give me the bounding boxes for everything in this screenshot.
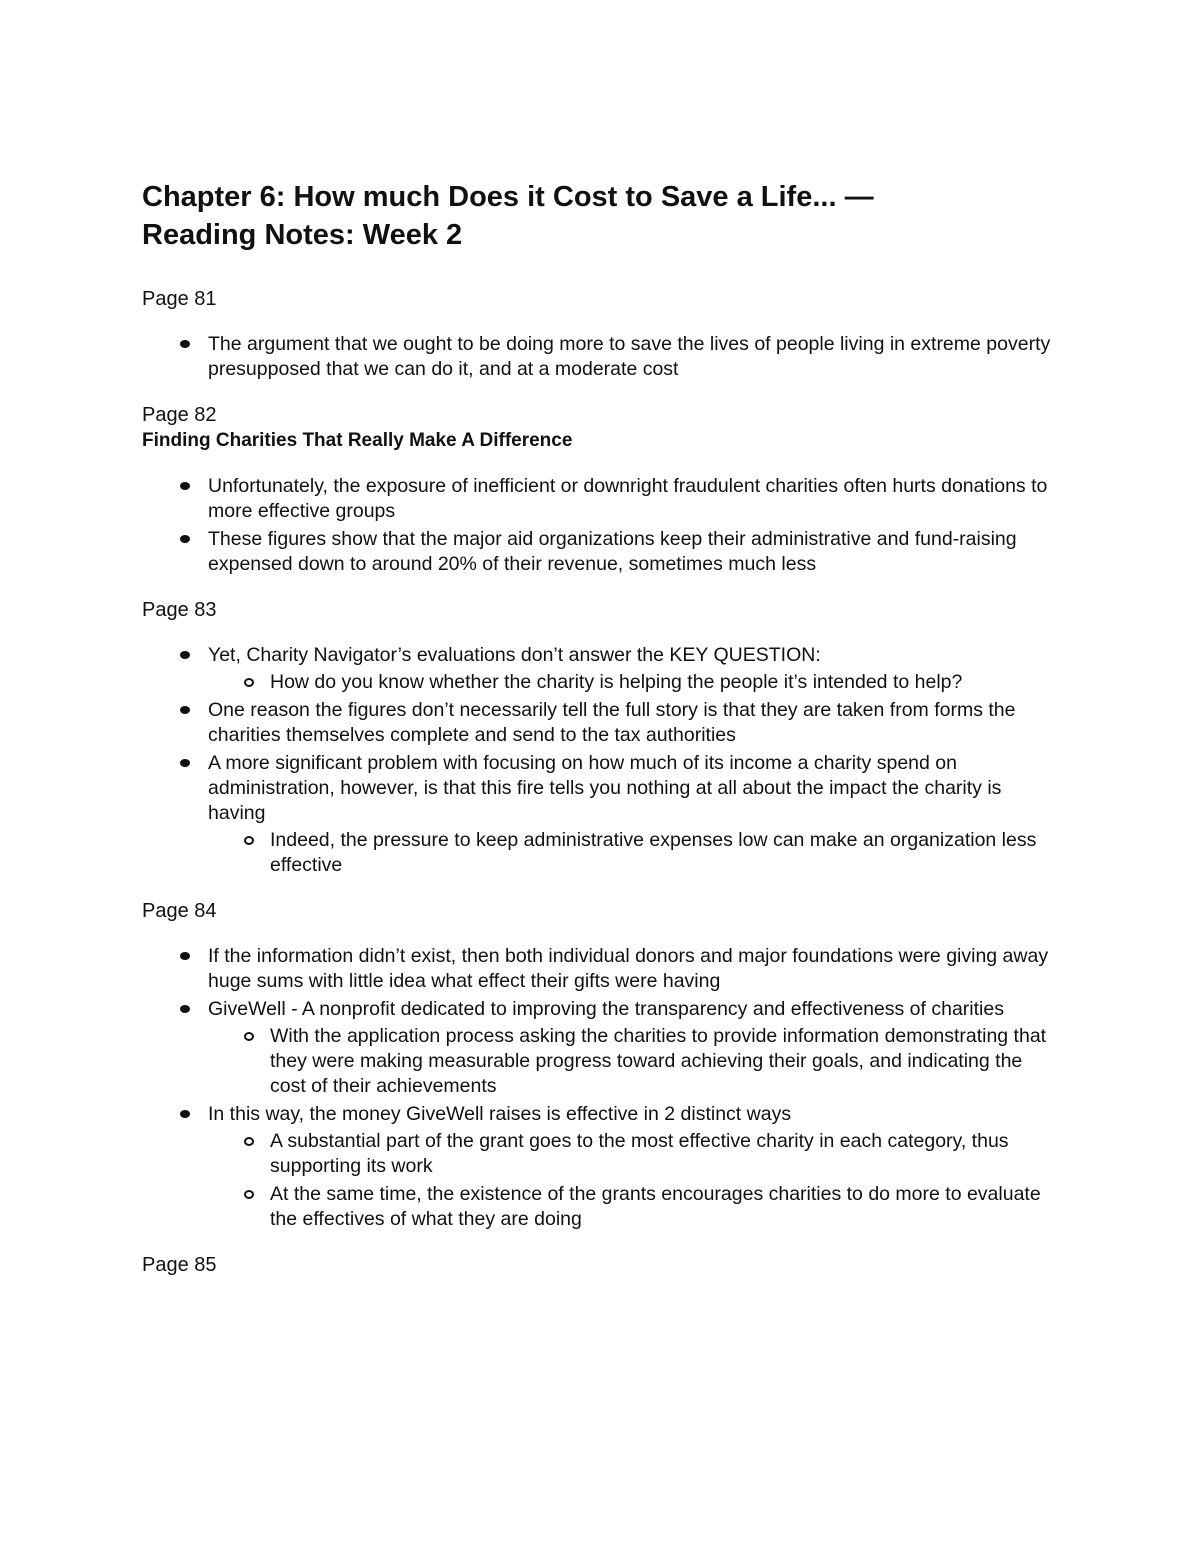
sub-list-item-text: At the same time, the existence of the grants encourages charities to do more to evaluate the effectives of what they are doing (270, 1183, 1041, 1230)
sub-list-item-text: Indeed, the pressure to keep administrative expenses low can make an organization less effective (270, 829, 1037, 876)
sub-list-item (208, 828, 1062, 878)
hollow-bullet-icon (244, 1137, 254, 1146)
list-item (142, 643, 1062, 695)
bullet-icon (180, 340, 190, 348)
list-item (142, 474, 1062, 524)
section-page-83 (142, 597, 1062, 878)
list-item-text: A more significant problem with focusing on how much of its income a charity spend on administration, however, is that this fire tells you nothing at all about the impact the charity is having (208, 752, 1002, 824)
page-label: Page 83 (142, 599, 217, 621)
section-page-85 (142, 1252, 1062, 1278)
page-label: Page 85 (142, 1254, 217, 1276)
document-title (142, 178, 1062, 254)
list-item-text: One reason the figures don’t necessarily tell the full story is that they are taken from forms the charities themselves complete and send to the tax authorities (208, 699, 1016, 746)
list-item (142, 997, 1062, 1099)
list-item-text: The argument that we ought to be doing more to save the lives of people living in extreme poverty presupposed that we can do it, and at a moderate cost (208, 333, 1051, 380)
list-item (142, 751, 1062, 878)
hollow-bullet-icon (244, 1032, 254, 1041)
bullet-list (142, 474, 1062, 577)
section-page-81 (142, 286, 1062, 382)
hollow-bullet-icon (244, 1190, 254, 1199)
sub-bullet-list (208, 670, 1062, 695)
sub-bullet-list (208, 828, 1062, 878)
sub-list-item-text: With the application process asking the charities to provide information demonstrating that they were making measurable progress toward achieving their goals, and indicating the cost of their achievements (270, 1025, 1047, 1097)
document-page (142, 178, 1062, 1278)
bullet-icon (180, 651, 190, 659)
bullet-icon (180, 535, 190, 543)
bullet-list (142, 944, 1062, 1232)
bullet-icon (180, 1005, 190, 1013)
bullet-icon (180, 952, 190, 960)
list-item (142, 1102, 1062, 1232)
list-item-text: In this way, the money GiveWell raises is effective in 2 distinct ways (208, 1103, 792, 1125)
sub-list-item (208, 1024, 1062, 1099)
list-item (142, 944, 1062, 994)
sub-bullet-list (208, 1024, 1062, 1099)
list-item-text: If the information didn’t exist, then both individual donors and major foundations were giving away huge sums with little idea what effect their gifts were having (208, 945, 1049, 992)
list-item (142, 698, 1062, 748)
bullet-icon (180, 482, 190, 490)
sub-list-item (208, 670, 1062, 695)
bullet-icon (180, 706, 190, 714)
sub-list-item-text: How do you know whether the charity is helping the people it’s intended to help? (270, 671, 963, 693)
section-heading: Finding Charities That Really Make A Difference (142, 430, 573, 451)
bullet-icon (180, 759, 190, 767)
bullet-list (142, 332, 1062, 382)
sub-bullet-list (208, 1129, 1062, 1232)
hollow-bullet-icon (244, 678, 254, 687)
page-label: Page 82 (142, 404, 217, 426)
sub-list-item (208, 1182, 1062, 1232)
list-item-text: GiveWell - A nonprofit dedicated to improving the transparency and effectiveness of charities (208, 998, 1004, 1020)
section-page-82 (142, 402, 1062, 577)
list-item (142, 332, 1062, 382)
bullet-list (142, 643, 1062, 878)
bullet-icon (180, 1110, 190, 1118)
title-line-2: Reading Notes: Week 2 (142, 219, 463, 251)
section-page-84 (142, 898, 1062, 1232)
title-line-1: Chapter 6: How much Does it Cost to Save a Life... — (142, 181, 874, 213)
page-label: Page 84 (142, 900, 217, 922)
hollow-bullet-icon (244, 836, 254, 845)
list-item-text: Yet, Charity Navigator’s evaluations don’t answer the KEY QUESTION: (208, 644, 821, 666)
list-item-text: These figures show that the major aid organizations keep their administrative and fund-raising expensed down to around 20% of their revenue, sometimes much less (208, 528, 1017, 575)
page-label: Page 81 (142, 288, 217, 310)
sub-list-item (208, 1129, 1062, 1179)
sub-list-item-text: A substantial part of the grant goes to the most effective charity in each category, thus supporting its work (270, 1130, 1009, 1177)
list-item-text: Unfortunately, the exposure of inefficient or downright fraudulent charities often hurts donations to more effective groups (208, 475, 1048, 522)
list-item (142, 527, 1062, 577)
